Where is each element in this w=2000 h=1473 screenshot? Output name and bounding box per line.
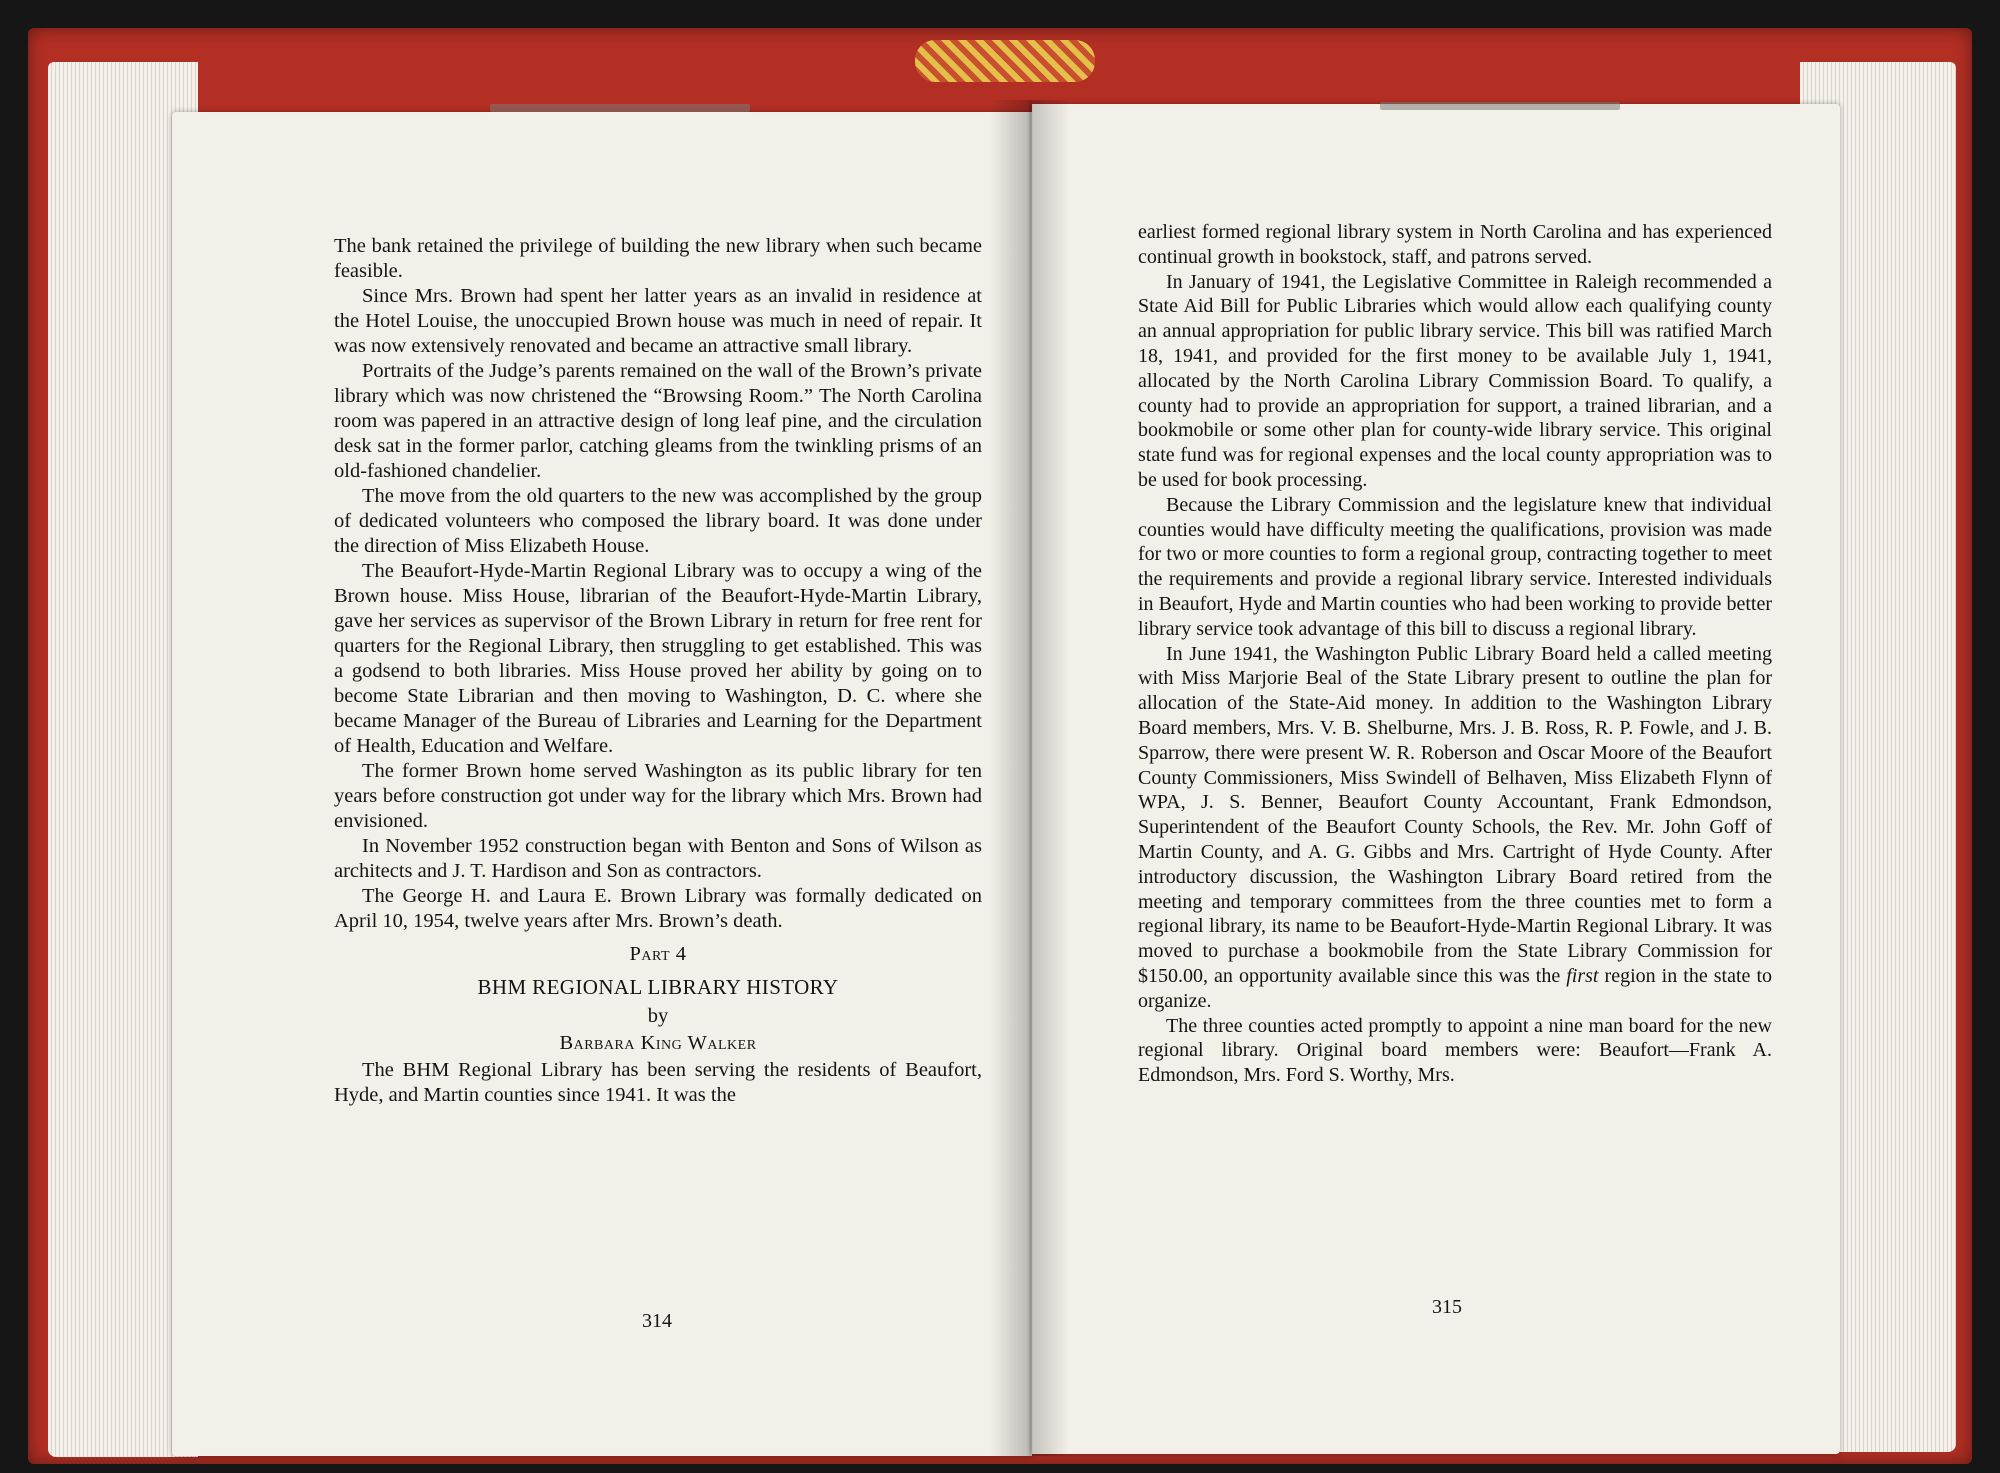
author-name: Barbara King Walker xyxy=(559,1032,757,1054)
bookmark-ribbon xyxy=(915,40,1095,82)
paragraph: Because the Library Commission and the legislature knew that individual counties would have difficulty meeting the qualifications, provision was made for two or more counties to form a regional group, contracting together to meet the requirements and provide a regional library service. Interested individuals in Beaufort, Hyde and Martin counties who had been working to provide better library service took advantage of this bill to discuss a regional library. xyxy=(1138,493,1772,640)
next-page-header-show-through xyxy=(1380,102,1620,110)
paragraph: Portraits of the Judge’s parents remained on the wall of the Brown’s private library which was now christened the “Browsing Room.” The North Carolina room was papered in an attractive design of long leaf pine, and the circulation desk sat in the former parlor, catching gleams from the twinkling prisms of an old-fashioned chandelier. xyxy=(334,360,982,482)
by-label: by xyxy=(647,1005,669,1027)
emphasis-first: first xyxy=(1566,964,1599,987)
page-number-left: 314 xyxy=(642,1310,672,1332)
left-page-text xyxy=(334,234,982,1108)
paragraph xyxy=(1138,642,1772,1014)
paragraph-text: region in the state to organize. xyxy=(1138,964,1772,1012)
paragraph-text: In June 1941, the Washington Public Library Board held a called meeting with Miss Marjorie Beal of the State Library present to outline the plan for allocation of the State-Aid money. In addition to the Washington Library Board members, Mrs. V. B. Shelburne, Mrs. J. B. Ross, R. P. Fowle, and J. B. Sparrow, there were present W. R. Roberson and Oscar Moore of the Beaufort County Commissioners, Miss Swindell of Belhaven, Miss Elizabeth Flynn of WPA, J. S. Benner, Beaufort County Accountant, Frank Edmondson, Superintendent of the Beaufort County Schools, the Rev. Mr. John Goff of Martin County, and A. G. Gibbs and Mrs. Cartright of Hyde County. After introductory discussion, the Washington Library Board retired from the meeting and temporary committees from the three counties met to form a regional library, its name to be Beaufort-Hyde-Martin Regional Library. It was moved to purchase a bookmobile from the State Library Commission for $150.00, an opportunity available since this was the xyxy=(1138,642,1772,987)
book-gutter xyxy=(990,100,1070,1456)
paragraph: The George H. and Laura E. Brown Library was formally dedicated on April 10, 1954, twelve years after Mrs. Brown’s death. xyxy=(334,885,982,932)
paragraph: Since Mrs. Brown had spent her latter years as an invalid in residence at the Hotel Louise, the unoccupied Brown house was much in need of repair. It was now extensively renovated and became an attractive small library. xyxy=(334,285,982,357)
paragraph: The bank retained the privilege of building the new library when such became feasible. xyxy=(334,235,982,282)
paragraph: The Beaufort-Hyde-Martin Regional Library was to occupy a wing of the Brown house. Miss House, librarian of the Beaufort-Hyde-Martin Library, gave her services as supervisor of the Brown Library in return for free rent for quarters for the Regional Library, then struggling to get established. This was a godsend to both libraries. Miss House proved her ability by going on to become State Librarian and then moving to Washington, D. C. where she became Manager of the Bureau of Libraries and Learning for the Department of Health, Education and Welfare. xyxy=(334,560,982,757)
paragraph: The three counties acted promptly to appoint a nine man board for the new regional library. Original board members were: Beaufort—Frank A. Edmondson, Mrs. Ford S. Worthy, Mrs. xyxy=(1138,1014,1772,1087)
section-title: BHM REGIONAL LIBRARY HISTORY xyxy=(477,975,839,999)
paragraph: earliest formed regional library system in North Carolina and has experienced continual growth in bookstock, staff, and patrons served. xyxy=(1138,221,1772,268)
paragraph: In January of 1941, the Legislative Committee in Raleigh recommended a State Aid Bill for Public Libraries which would allow each qualifying county an annual appropriation for public library service. This bill was ratified March 18, 1941, and provided for the first money to be available July 1, 1941, allocated by the North Carolina Library Commission Board. To qualify, a county had to provide an appropriation for support, a trained librarian, and a bookmobile or some other plan for county-wide library service. This original state fund was for regional expenses and the local county appropriation was to be used for book processing. xyxy=(1138,270,1772,491)
right-page-text xyxy=(1138,220,1772,1088)
paragraph: The move from the old quarters to the new was accomplished by the group of dedicated volunteers who composed the library board. It was done under the direction of Miss Elizabeth House. xyxy=(334,485,982,557)
previous-page-header-show-through xyxy=(490,104,750,112)
part-label: Part 4 xyxy=(629,943,687,965)
paragraph: The former Brown home served Washington as its public library for ten years before construction got under way for the library which Mrs. Brown had envisioned. xyxy=(334,760,982,832)
paragraph: In November 1952 construction began with Benton and Sons of Wilson as architects and J. T. Hardison and Son as contractors. xyxy=(334,835,982,882)
page-number-right: 315 xyxy=(1432,1296,1462,1318)
paragraph: The BHM Regional Library has been serving the residents of Beaufort, Hyde, and Martin counties since 1941. It was the xyxy=(334,1059,982,1106)
